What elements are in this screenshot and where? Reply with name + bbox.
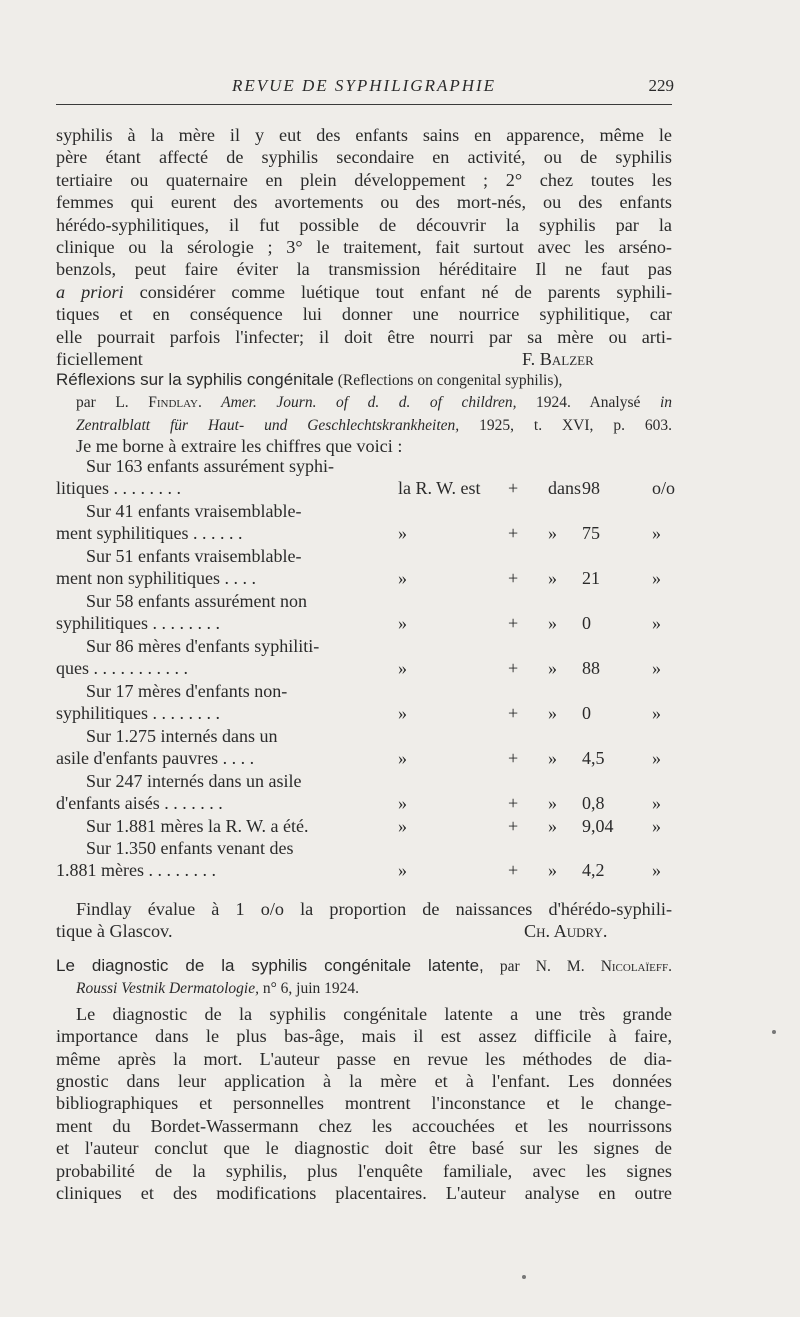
row-value-d: 75	[582, 523, 600, 543]
intro-line	[56, 435, 672, 457]
row-label-line2: d'enfants aisés . . . . . . .	[56, 793, 223, 813]
running-head	[56, 76, 672, 106]
citation-issue: n° 6, juin 1924.	[258, 980, 360, 998]
row-label-line1: Sur 17 mères d'enfants non-	[86, 681, 288, 701]
row-value-e: »	[652, 793, 661, 813]
review-title: Réflexions sur la syphilis congénitale	[56, 370, 334, 389]
row-value-b: +	[508, 523, 519, 543]
text-line	[56, 920, 672, 942]
text-fragment: tique à Glascov.	[56, 921, 173, 942]
text-line: elle pourrait parfois l'infecter; il doit être nourri par sa mère ou arti-	[56, 326, 672, 347]
italic-phrase: a priori	[56, 281, 124, 302]
text-line: benzols, peut faire éviter la transmission héréditaire Il ne faut pas	[56, 259, 672, 280]
row-label-line2: litiques . . . . . . . .	[56, 478, 181, 498]
row-value-e: »	[652, 658, 661, 678]
row-value-a: »	[398, 703, 407, 723]
text-line: femmes qui eurent des avortements ou des mort-nés, ou des enfants	[56, 192, 672, 213]
row-label-line1: Sur 41 enfants vraisemblable-	[86, 501, 302, 521]
row-value-e: »	[652, 816, 661, 836]
row-value-a: »	[398, 613, 407, 633]
text-line: même après la mort. L'auteur passe en revue les méthodes de dia-	[56, 1048, 672, 1069]
row-label-line1: Sur 247 internés dans un asile	[86, 771, 302, 791]
page-number: 229	[648, 76, 674, 95]
review-title-line	[56, 368, 672, 390]
row-value-c: »	[548, 658, 557, 678]
row-value-e: »	[652, 748, 661, 768]
row-value-d: 0	[582, 613, 591, 633]
paper-speck	[522, 1275, 526, 1279]
row-value-a: »	[398, 860, 407, 880]
text-line: hérédo-syphilitiques, il fut possible de découvrir la syphilis par la	[56, 214, 672, 235]
text-line: ment du Bordet-Wassermann chez les accouchées et les nourrissons	[56, 1115, 672, 1136]
citation-journal: Roussi Vestnik Dermatologie,	[76, 980, 259, 998]
row-label-line1: Sur 51 enfants vraisemblable-	[86, 546, 302, 566]
row-label-line2: asile d'enfants pauvres . . . .	[56, 748, 255, 768]
row-value-b: +	[508, 478, 519, 498]
row-value-c: »	[548, 860, 557, 880]
header-rule	[56, 104, 672, 105]
row-label-line1: Sur 86 mères d'enfants syphiliti-	[86, 636, 320, 656]
row-value-c: »	[548, 793, 557, 813]
row-label-line1: Sur 1.350 enfants venant des	[86, 838, 294, 858]
row-value-c: »	[548, 568, 557, 588]
citation-line	[56, 413, 672, 435]
row-value-c: »	[548, 613, 557, 633]
text-line	[56, 281, 672, 303]
citation-author: L. Findlay.	[115, 394, 202, 412]
review-title-original: (Reflections on congenital syphilis),	[333, 372, 563, 389]
row-value-e: »	[652, 860, 661, 880]
row-value-b: +	[508, 793, 519, 813]
text-line: syphilis à la mère il y eut des enfants sains en apparence, même le	[56, 125, 672, 145]
text-fragment: Le diagnostic de la syphilis congénitale latente a une très grande	[76, 1003, 672, 1024]
review-2-conclusion	[56, 898, 672, 943]
text-line: clinique ou la sérologie ; 3° le traitement, fait surtout avec les arséno-	[56, 236, 672, 257]
citation-line	[56, 390, 672, 412]
table-row	[56, 456, 676, 501]
text-line: père étant affecté de syphilis secondaire en activité, ou de syphilis	[56, 147, 672, 168]
text-fragment: ficiellement	[56, 348, 143, 369]
signature: F. Balzer	[522, 348, 594, 369]
text-line: tiques et en conséquence lui donner une nourrice syphilitique, car	[56, 304, 672, 325]
row-value-e: »	[652, 523, 661, 543]
running-title: REVUE DE SYPHILIGRAPHIE	[231, 76, 497, 95]
row-value-a: la R. W. est	[398, 478, 481, 498]
citation-volume: 1925, t. XVI, p. 603.	[459, 416, 672, 434]
table-row	[56, 636, 676, 681]
text-fragment: considérer comme luétique tout enfant né de parents syphili-	[123, 281, 672, 302]
citation-author: N. M. Nicolaïeff.	[535, 958, 672, 975]
row-label-line1: Sur 58 enfants assurément non	[86, 591, 307, 611]
row-value-a: »	[398, 748, 407, 768]
text-line: bibliographiques et personnelles montrent l'inconstance et le change-	[56, 1093, 672, 1114]
review-title: Le diagnostic de la syphilis congénitale latente,	[56, 956, 484, 975]
table-row	[56, 838, 676, 883]
row-value-b: +	[508, 613, 519, 633]
row-value-e: o/o	[652, 478, 676, 498]
row-value-c: »	[548, 523, 557, 543]
citation-line	[56, 976, 672, 998]
table-row	[56, 591, 676, 636]
citation-prefix: par	[483, 958, 536, 975]
row-value-c: »	[548, 748, 557, 768]
row-value-e: »	[652, 613, 661, 633]
row-value-d: 0	[582, 703, 591, 723]
citation-in: in	[659, 394, 672, 412]
row-value-d: 4,2	[582, 860, 605, 880]
row-value-b: +	[508, 860, 519, 880]
row-value-e: »	[652, 703, 661, 723]
row-value-d: 9,04	[582, 816, 614, 836]
row-value-b: +	[508, 568, 519, 588]
row-value-e: »	[652, 568, 661, 588]
citation-year: 1924. Analysé	[516, 394, 660, 412]
citation-source: Zentralblatt für Haut- und Geschlechtskrankheiten,	[76, 416, 460, 434]
text-line	[56, 898, 672, 920]
row-value-b: +	[508, 816, 519, 836]
text-line	[56, 1003, 672, 1025]
row-label-line2: ques . . . . . . . . . . .	[56, 658, 188, 678]
signature: Ch. Audry.	[524, 921, 608, 942]
citation-journal: Amer. Journ. of d. d. of children,	[201, 394, 517, 412]
paper-speck	[772, 1030, 776, 1034]
row-label-line2: syphilitiques . . . . . . . .	[56, 703, 221, 723]
row-value-d: 98	[582, 478, 600, 498]
row-label: Sur 1.881 mères la R. W. a été.	[86, 816, 309, 836]
text-line: et l'auteur conclut que le diagnostic doit être basé sur les signes de	[56, 1138, 672, 1159]
row-value-d: 0,8	[582, 793, 605, 813]
review-2-heading	[56, 368, 672, 458]
text-line: probabilité de la syphilis, plus l'enquête familiale, avec les signes	[56, 1160, 672, 1181]
row-value-a: »	[398, 523, 407, 543]
row-value-c: »	[548, 703, 557, 723]
row-value-b: +	[508, 658, 519, 678]
row-label-line2: ment syphilitiques . . . . . .	[56, 523, 243, 543]
row-value-a: »	[398, 568, 407, 588]
row-value-d: 21	[582, 568, 600, 588]
table-row	[56, 681, 676, 726]
statistics-table	[56, 456, 676, 883]
row-label-line2: syphilitiques . . . . . . . .	[56, 613, 221, 633]
review-1-continuation	[56, 124, 672, 370]
text-line: cliniques et des modifications placentaires. L'auteur analyse en outre	[56, 1182, 672, 1203]
intro-text: Je me borne à extraire les chiffres que voici :	[76, 436, 403, 457]
text-line: gnostic dans leur application à la mère et à l'enfant. Les données	[56, 1070, 672, 1091]
row-value-a: »	[398, 793, 407, 813]
table-row	[56, 546, 676, 591]
table-row	[56, 816, 676, 838]
row-value-d: 88	[582, 658, 600, 678]
table-row	[56, 501, 676, 546]
row-value-c: »	[548, 816, 557, 836]
row-label-line2: 1.881 mères . . . . . . . .	[56, 860, 216, 880]
review-3	[56, 954, 672, 1204]
text-line: tertiaire ou quaternaire en plein développement ; 2° chez toutes les	[56, 169, 672, 190]
row-value-d: 4,5	[582, 748, 605, 768]
citation-prefix: par	[76, 394, 116, 412]
row-value-b: +	[508, 703, 519, 723]
row-label-line1: Sur 1.275 internés dans un	[86, 726, 278, 746]
row-value-c: dans	[548, 478, 581, 498]
text-line: importance dans le plus bas-âge, mais il est assez difficile à faire,	[56, 1026, 672, 1047]
review-title-line	[56, 954, 672, 976]
row-label-line2: ment non syphilitiques . . . .	[56, 568, 256, 588]
table-row	[56, 726, 676, 771]
row-value-a: »	[398, 658, 407, 678]
row-label-line1: Sur 163 enfants assurément syphi-	[86, 456, 334, 476]
table-row	[56, 771, 676, 816]
text-line	[56, 348, 672, 370]
row-value-a: »	[398, 816, 407, 836]
text-fragment: Findlay évalue à 1 o/o la proportion de naissances d'hérédo-syphili-	[76, 899, 672, 919]
row-value-b: +	[508, 748, 519, 768]
